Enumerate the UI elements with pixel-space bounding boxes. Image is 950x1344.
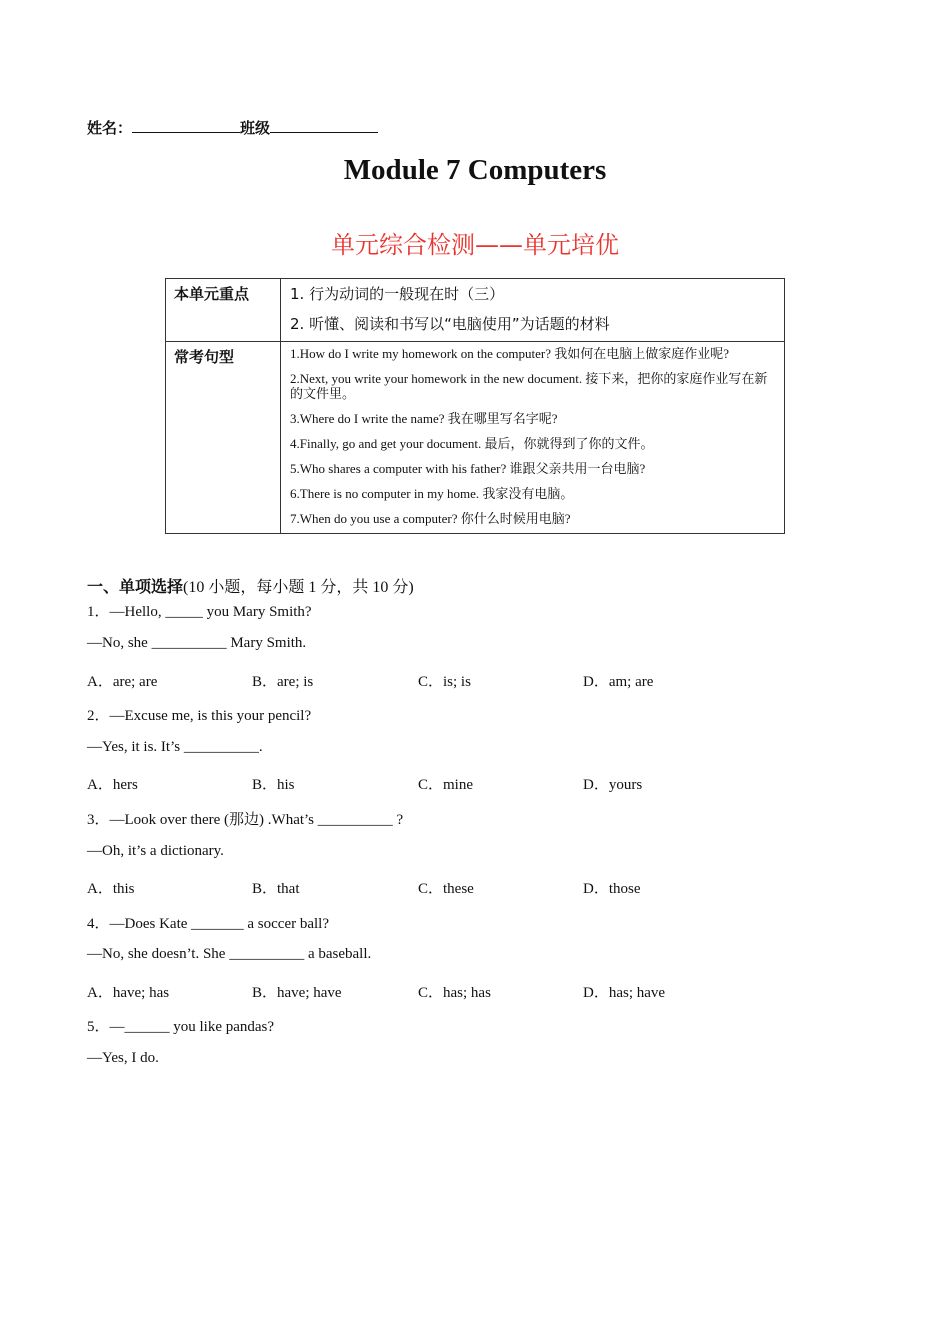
pattern-sentence: 4.Finally, go and get your document. 最后，你就得到了你的文件。 (290, 436, 654, 451)
option-b[interactable]: B．are; is (252, 674, 314, 690)
option-b[interactable]: B．have; have (252, 985, 342, 1001)
question-reply: —Yes, I do. (87, 1050, 159, 1066)
option-c[interactable]: C．mine (418, 777, 473, 793)
question-stem: 4．—Does Kate _______ a soccer ball? (87, 916, 330, 932)
pattern-sentence: 1.How do I write my homework on the computer? 我如何在电脑上做家庭作业呢? (290, 346, 730, 361)
option-a[interactable]: A．are; are (87, 674, 158, 690)
pattern-sentence: 2.Next, you write your homework in the new document. 接下来，把你的家庭作业写在新的文件里。 (290, 371, 768, 401)
focus-row (166, 279, 785, 342)
page-title: Module 7 Computers (343, 154, 607, 186)
pattern-sentence: 7.When do you use a computer? 你什么时候用电脑? (290, 511, 571, 526)
name-class-line (87, 117, 378, 138)
option-b[interactable]: B．that (252, 881, 300, 897)
option-c[interactable]: C．is; is (418, 674, 471, 690)
option-c[interactable]: C．these (418, 881, 474, 897)
pattern-sentence: 3.Where do I write the name? 我在哪里写名字呢? (290, 411, 558, 426)
option-d[interactable]: D．am; are (583, 674, 654, 690)
question-stem: 1．—Hello, _____ you Mary Smith? (87, 604, 312, 620)
question-stem: 2．—Excuse me, is this your pencil? (87, 708, 312, 724)
unit-summary-table (165, 278, 785, 534)
section-title: 一、单项选择 (87, 577, 184, 596)
option-c[interactable]: C．has; has (418, 985, 491, 1001)
question-reply: —Yes, it is. It’s __________. (87, 739, 263, 755)
section-note: (10 小题，每小题 1 分，共 10 分) (183, 579, 414, 596)
focus-cell (281, 279, 785, 342)
focus-item: 2. 听懂、阅读和书写以“电脑使用”为话题的材料 (290, 315, 610, 333)
patterns-cell (281, 342, 785, 534)
option-b[interactable]: B．his (252, 777, 295, 793)
option-d[interactable]: D．has; have (583, 985, 666, 1001)
pattern-sentence: 6.There is no computer in my home. 我家没有电脑。 (290, 486, 574, 501)
question-reply: —Oh, it’s a dictionary. (87, 843, 224, 859)
name-blank[interactable] (132, 118, 240, 133)
page-subtitle: 单元综合检测——单元培优 (331, 231, 619, 259)
focus-label: 本单元重点 (166, 279, 281, 342)
pattern-sentence: 5.Who shares a computer with his father? 谁跟父亲共用一台电脑? (290, 461, 646, 476)
option-a[interactable]: A．have; has (87, 985, 170, 1001)
option-d[interactable]: D．those (583, 881, 641, 897)
option-a[interactable]: A．hers (87, 777, 138, 793)
option-d[interactable]: D．yours (583, 777, 643, 793)
option-a[interactable]: A．this (87, 881, 135, 897)
question-stem: 5．—______ you like pandas? (87, 1019, 275, 1035)
patterns-label: 常考句型 (166, 342, 281, 534)
question-stem: 3．—Look over there (那边) .What’s __________ ? (87, 812, 404, 828)
class-label: 班级 (240, 119, 271, 137)
name-label: 姓名： (87, 119, 133, 137)
focus-item: 1. 行为动词的一般现在时（三） (290, 285, 505, 303)
question-reply: —No, she __________ Mary Smith. (87, 635, 307, 651)
patterns-row (166, 342, 785, 534)
class-blank[interactable] (270, 118, 378, 133)
section-heading (87, 574, 414, 597)
question-reply: —No, she doesn’t. She __________ a baseball. (87, 946, 372, 962)
